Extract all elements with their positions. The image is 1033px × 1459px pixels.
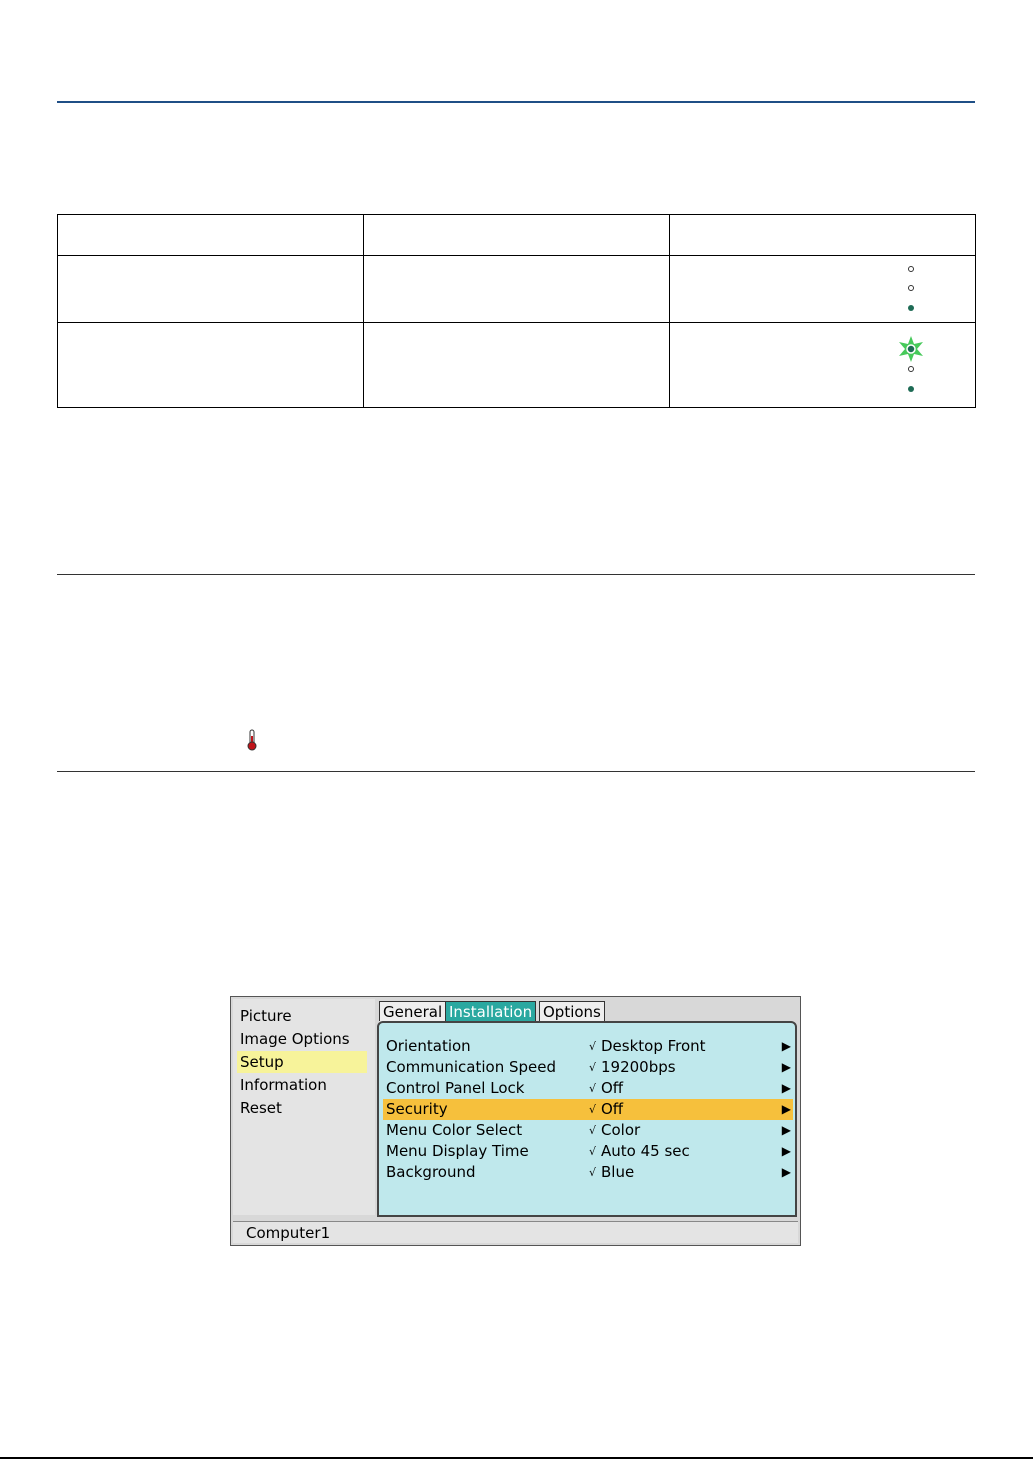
table-cell — [364, 256, 670, 323]
tab-options[interactable]: Options — [539, 1001, 605, 1021]
led-blinking-icon — [898, 336, 924, 362]
indicator-table-row — [58, 256, 976, 323]
setting-row-menu-color-select[interactable] — [383, 1120, 793, 1141]
setting-label: Menu Color Select — [386, 1121, 523, 1139]
check-icon: √ — [589, 1040, 597, 1053]
table-cell-leds — [670, 323, 976, 408]
tab-general[interactable]: General — [379, 1001, 446, 1021]
check-icon: √ — [589, 1061, 597, 1074]
setting-row-communication-speed[interactable] — [383, 1057, 793, 1078]
arrow-right-icon: ▶ — [781, 1039, 791, 1053]
check-icon: √ — [589, 1082, 597, 1095]
check-icon: √ — [589, 1103, 597, 1116]
menu-item-image-options[interactable]: Image Options — [240, 1030, 350, 1048]
setting-label: Communication Speed — [386, 1058, 557, 1076]
setting-value: Blue — [601, 1163, 635, 1181]
check-icon: √ — [589, 1124, 597, 1137]
menu-item-setup[interactable]: Setup — [237, 1051, 367, 1073]
indicator-table-header-row — [58, 215, 976, 256]
arrow-right-icon: ▶ — [781, 1165, 791, 1179]
osd-main-menu — [233, 999, 375, 1215]
check-icon: √ — [589, 1166, 597, 1179]
setting-row-control-panel-lock[interactable] — [383, 1078, 793, 1099]
setting-label: Orientation — [386, 1037, 471, 1055]
setting-row-security[interactable] — [383, 1099, 793, 1120]
setting-label: Menu Display Time — [386, 1142, 529, 1160]
input-source-label: Computer1 — [246, 1224, 331, 1242]
arrow-right-icon: ▶ — [781, 1102, 791, 1116]
menu-item-reset[interactable]: Reset — [240, 1099, 282, 1117]
setting-value: Off — [601, 1100, 624, 1118]
table-header-cell — [364, 215, 670, 256]
table-header-cell — [58, 215, 364, 256]
setting-value: Auto 45 sec — [601, 1142, 690, 1160]
setting-value: Off — [601, 1079, 624, 1097]
table-header-cell — [670, 215, 976, 256]
setting-label: Control Panel Lock — [386, 1079, 525, 1097]
indicator-table — [57, 214, 976, 408]
tab-installation[interactable]: Installation — [445, 1001, 536, 1021]
setting-value: Desktop Front — [601, 1037, 706, 1055]
note-top-rule — [57, 574, 975, 575]
arrow-right-icon: ▶ — [781, 1144, 791, 1158]
setting-value: 19200bps — [601, 1058, 676, 1076]
indicator-table-row — [58, 323, 976, 408]
header-rule — [57, 101, 975, 103]
table-cell — [58, 256, 364, 323]
table-cell-leds — [670, 256, 976, 323]
table-cell — [364, 323, 670, 408]
note-bottom-rule — [57, 771, 975, 772]
osd-status-bar — [233, 1221, 798, 1243]
led-on-icon — [908, 305, 914, 311]
menu-item-information[interactable]: Information — [240, 1076, 327, 1094]
check-icon: √ — [589, 1145, 597, 1158]
led-off-icon — [908, 285, 914, 291]
setting-label: Security — [386, 1100, 448, 1118]
arrow-right-icon: ▶ — [781, 1123, 791, 1137]
table-cell — [58, 323, 364, 408]
led-on-icon — [908, 386, 914, 392]
setting-row-menu-display-time[interactable] — [383, 1141, 793, 1162]
led-off-icon — [908, 366, 914, 372]
setting-value: Color — [601, 1121, 641, 1139]
arrow-right-icon: ▶ — [781, 1060, 791, 1074]
setting-label: Background — [386, 1163, 476, 1181]
thermometer-icon — [247, 729, 257, 751]
menu-item-picture[interactable]: Picture — [240, 1007, 292, 1025]
setting-row-orientation[interactable] — [383, 1036, 793, 1057]
setting-row-background[interactable] — [383, 1162, 793, 1183]
arrow-right-icon: ▶ — [781, 1081, 791, 1095]
led-off-icon — [908, 266, 914, 272]
osd-menu — [230, 996, 801, 1246]
osd-settings-panel — [377, 1021, 797, 1217]
